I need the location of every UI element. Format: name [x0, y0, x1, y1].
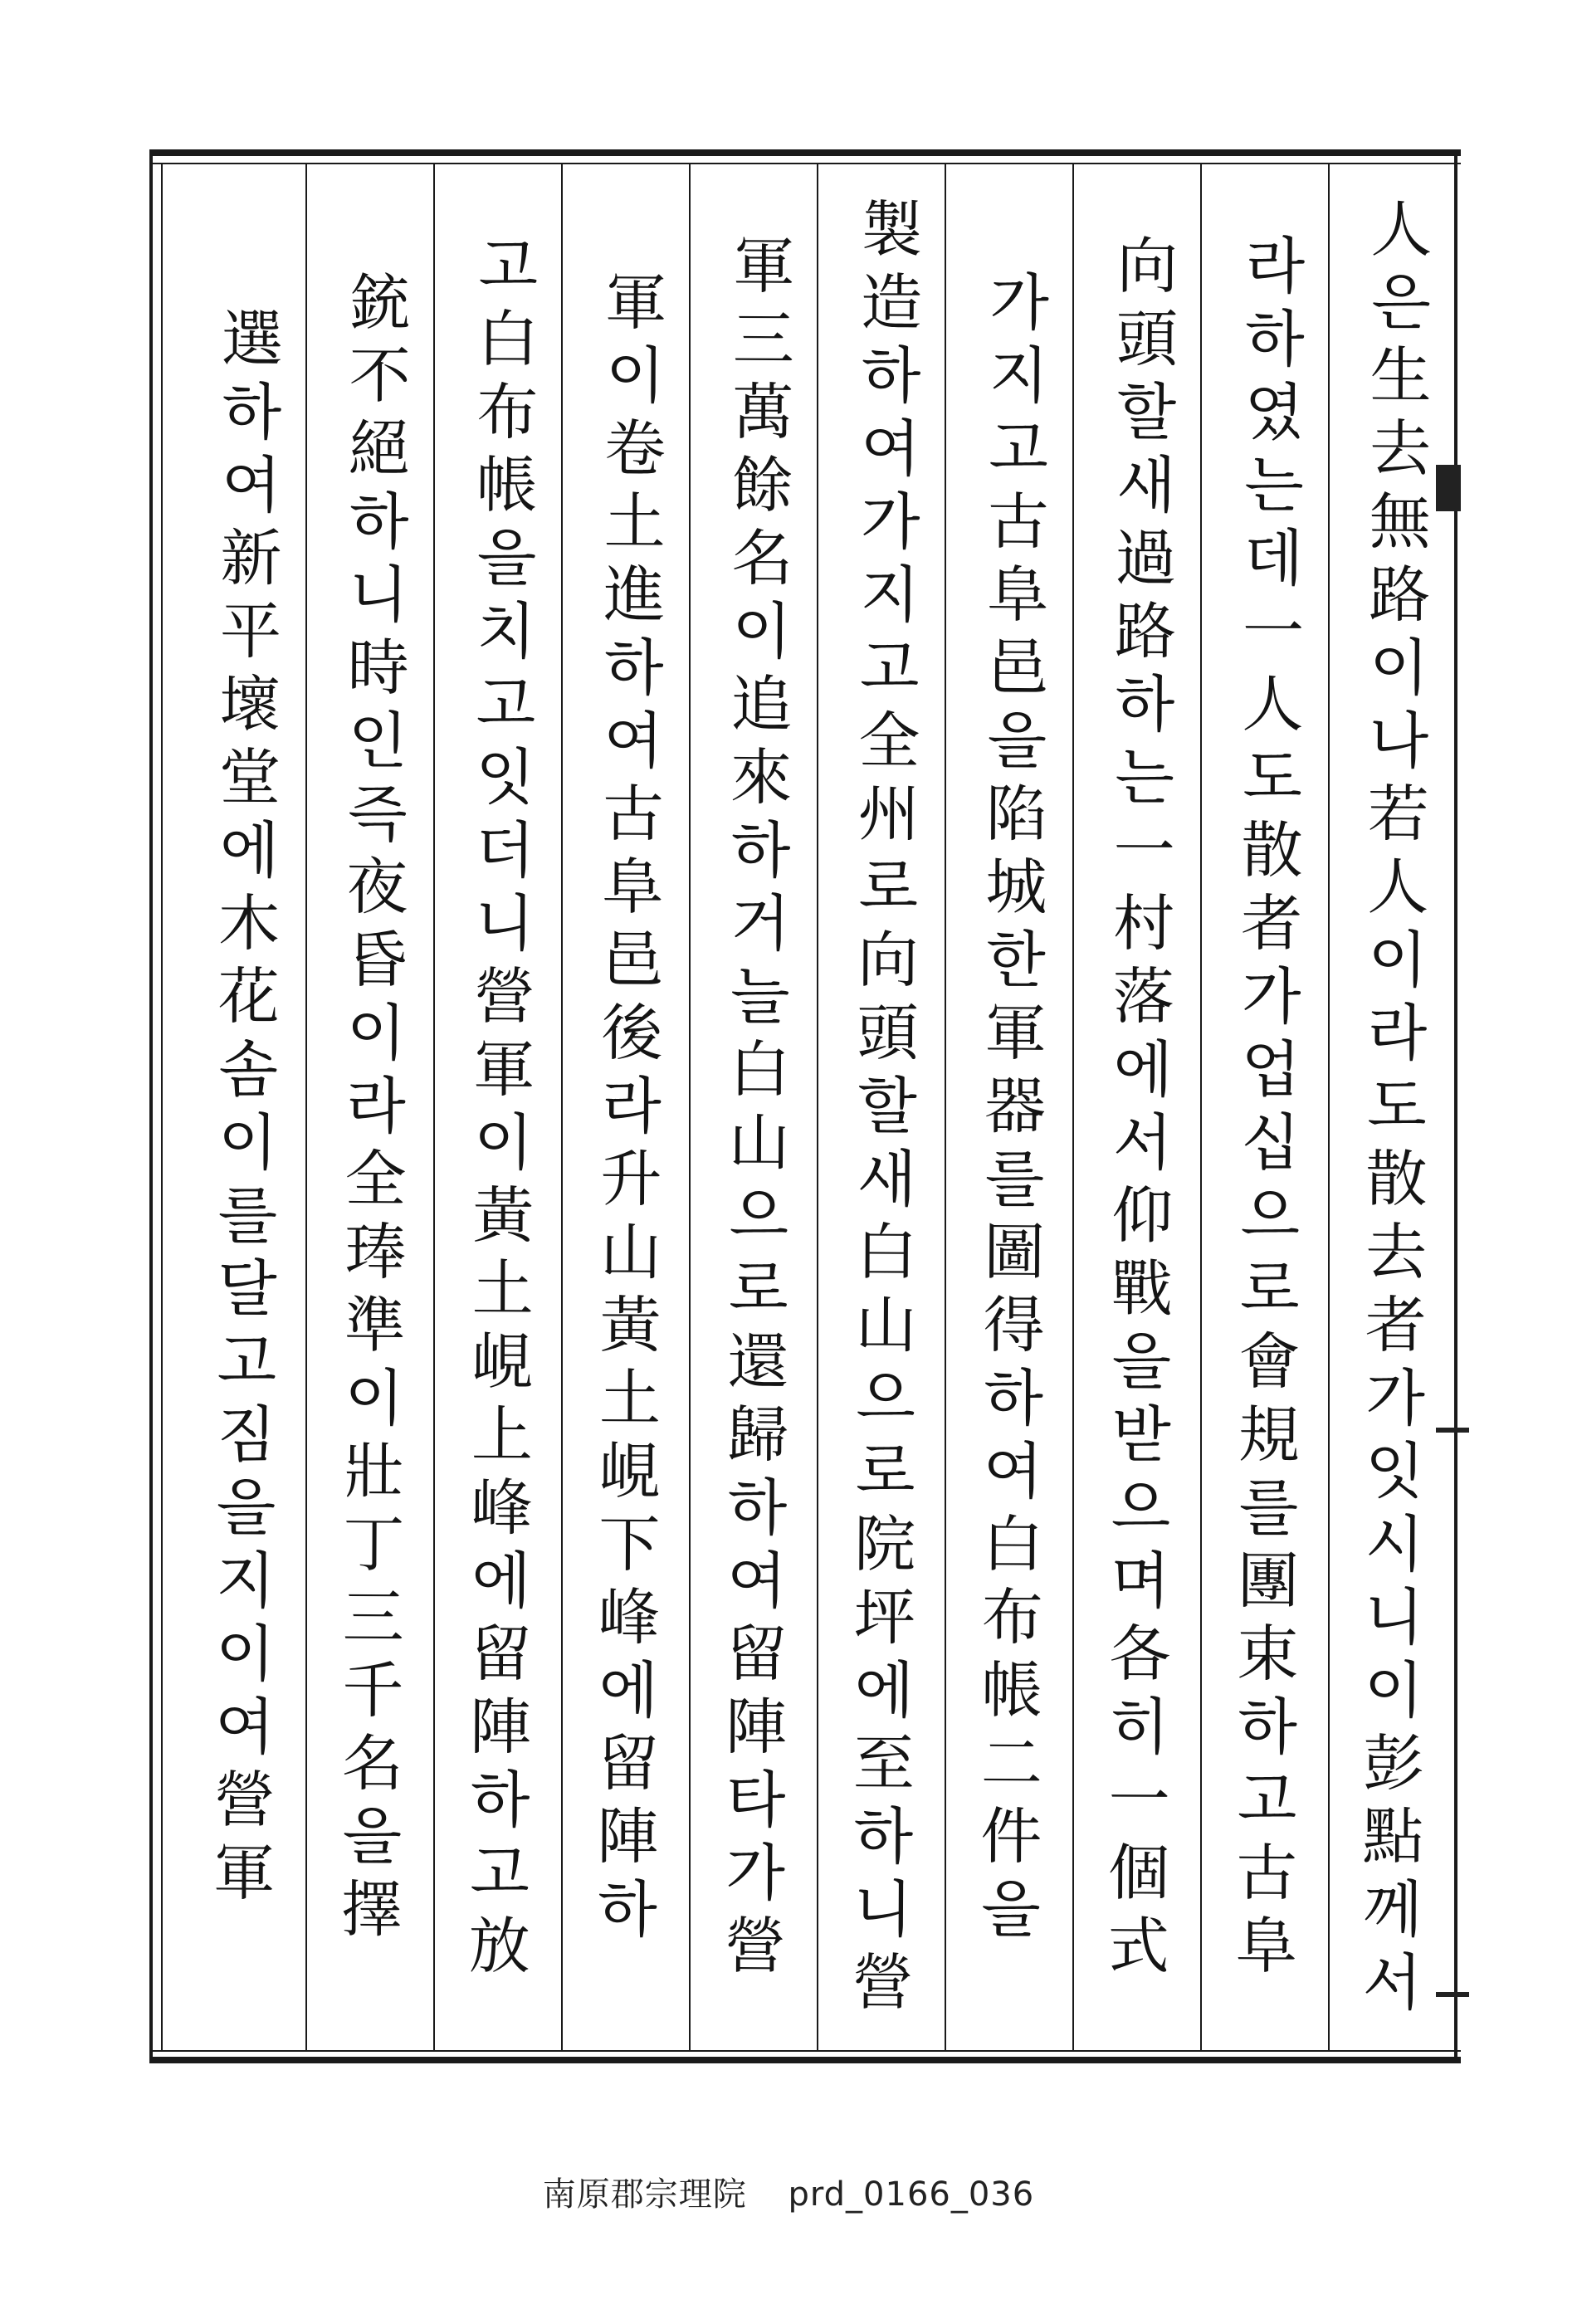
text-column [689, 164, 817, 2050]
text-columns [163, 164, 1454, 2050]
column-text: 人은生去無路이나若人이라도散去者가잇시니이彭點께서 [1351, 196, 1433, 2024]
text-column [305, 164, 433, 2050]
column-text: 選하여新平壞堂에木花솜이를달고짐을지이여營軍 [203, 305, 284, 1914]
text-column [945, 164, 1072, 2050]
column-text: 고白布帳을치고잇더니營軍이黃土峴上峰에留陣하고放 [458, 232, 540, 1987]
frame-top-rule [149, 149, 1461, 156]
text-column [817, 164, 945, 2050]
frame-bottom-inner-rule [149, 2050, 1461, 2052]
column-text: 銃不絕하니時인즉夜昏이라全琫準이壯丁三千名을擇 [330, 269, 412, 1950]
text-column [1072, 164, 1200, 2050]
column-text: 向頭할새過路하는一村落에서仰戰을받으며各히一個式 [1097, 232, 1179, 1987]
frame-bottom-rule [149, 2057, 1461, 2063]
text-column [1328, 164, 1454, 2050]
footer-publisher: 南原郡宗理院 [542, 2175, 747, 2214]
page-footer [0, 2168, 1577, 2215]
text-column [1200, 164, 1328, 2050]
footer-document-id: prd_0166_036 [788, 2175, 1035, 2214]
column-text: 라하였는데一人도散者가업십으로會規를團束하고古阜 [1225, 232, 1306, 1987]
text-column [561, 164, 689, 2050]
column-text: 軍三萬餘名이追來하거늘白山으로還歸하여留陣타가營 [714, 232, 795, 1987]
column-text: 製造하여가지고全州로向頭할새白山으로院坪에至하니營 [842, 196, 923, 2024]
frame-left-rule [149, 149, 153, 2063]
text-column [433, 164, 561, 2050]
column-text: 軍이卷土進하여古阜邑後라升山黃土峴下峰에留陣하 [586, 269, 667, 1950]
text-column [163, 164, 305, 2050]
column-text: 가지고古阜邑을陷城한軍器를圖得하여白布帳二件을 [969, 269, 1051, 1950]
